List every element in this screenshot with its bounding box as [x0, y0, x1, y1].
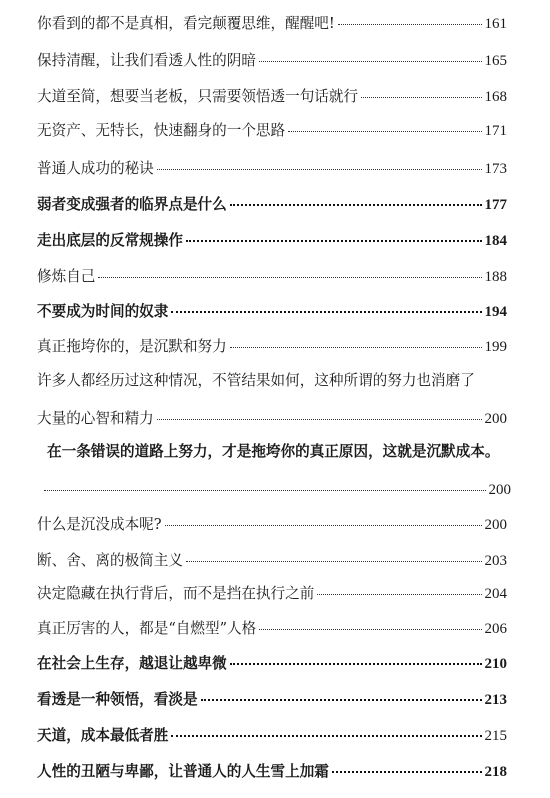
toc-entry[interactable] [37, 337, 507, 357]
dot-leader [44, 490, 486, 491]
dot-leader [317, 594, 481, 595]
toc-title: 弱者变成强者的临界点是什么 [37, 196, 227, 213]
dot-leader [230, 204, 482, 206]
toc-title: 什么是沉没成本呢? [37, 516, 162, 533]
toc-entry[interactable] [37, 159, 507, 179]
toc-title: 你看到的都不是真相，看完颠覆思维，醒醒吧! [37, 15, 335, 32]
toc-entry[interactable] [37, 515, 507, 535]
toc-title: 天道，成本最低者胜 [37, 727, 169, 744]
dot-leader [259, 61, 482, 62]
toc-page-number: 213 [484, 692, 507, 708]
toc-title-line: 许多人都经历过这种情况，不管结果如何，这种所谓的努力也消磨了 [37, 372, 475, 389]
toc-page-number: 200 [484, 411, 507, 427]
dot-leader [186, 561, 482, 562]
toc-page-number: 203 [484, 553, 507, 569]
dot-leader [259, 629, 481, 630]
toc-title-line: 在一条错误的道路上努力，才是拖垮你的真正原因，这就是沉默成本。 [47, 443, 500, 460]
dot-leader [171, 311, 481, 313]
dot-leader [288, 131, 481, 132]
toc-entry[interactable] [37, 551, 507, 571]
toc-page-number: 206 [484, 621, 507, 637]
toc-entry[interactable] [37, 87, 507, 107]
toc-entry[interactable] [37, 121, 507, 141]
dot-leader [332, 771, 482, 773]
toc-page-number: 194 [484, 304, 507, 320]
toc-page-number: 215 [484, 728, 507, 744]
dot-leader [338, 24, 482, 25]
toc-entry[interactable] [37, 14, 507, 34]
toc-page-number: 168 [484, 89, 507, 105]
toc-page-number: 200 [484, 517, 507, 533]
toc-entry[interactable] [37, 267, 507, 287]
toc-title: 决定隐藏在执行背后，而不是挡在执行之前 [37, 585, 315, 602]
toc-title: 普通人成功的秘诀 [37, 160, 154, 177]
toc-title: 大道至简，想要当老板，只需要领悟透一句话就行 [37, 88, 359, 105]
toc-title: 真正拖垮你的，是沉默和努力 [37, 338, 227, 355]
toc-title: 在社会上生存，越退让越卑微 [37, 655, 227, 672]
toc-entry[interactable] [37, 654, 507, 674]
toc-page-number: 200 [488, 482, 511, 498]
dot-leader [157, 169, 482, 170]
toc-title: 保持清醒，让我们看透人性的阴暗 [37, 52, 256, 69]
toc-page-number: 171 [484, 123, 507, 139]
toc-page-number: 177 [484, 197, 507, 213]
toc-page-number: 218 [484, 764, 507, 780]
toc-entry[interactable] [37, 584, 507, 604]
toc-title: 人性的丑陋与卑鄙，让普通人的人生雪上加霜 [37, 763, 329, 780]
toc-page-number: 165 [484, 53, 507, 69]
toc-entry[interactable] [37, 762, 507, 782]
toc-page-number: 199 [484, 339, 507, 355]
toc-title: 不要成为时间的奴隶 [37, 303, 169, 320]
toc-page-number: 184 [484, 233, 507, 249]
toc-entry[interactable] [37, 619, 507, 639]
toc-title: 断、舍、离的极简主义 [37, 552, 183, 569]
toc-title: 大量的心智和精力 [37, 410, 154, 427]
dot-leader [157, 419, 482, 420]
toc-entry[interactable] [37, 726, 507, 746]
toc-page-number: 210 [484, 656, 507, 672]
dot-leader [230, 347, 482, 348]
toc-entry[interactable] [44, 480, 511, 500]
dot-leader [201, 699, 482, 701]
toc-page-number: 204 [484, 586, 507, 602]
toc-entry[interactable] [37, 195, 507, 215]
toc-title: 修炼自己 [37, 268, 96, 285]
dot-leader [171, 735, 481, 737]
dot-leader [98, 277, 481, 278]
toc-title: 走出底层的反常规操作 [37, 232, 183, 249]
toc-page-number: 161 [484, 16, 507, 32]
toc-entry[interactable] [37, 51, 507, 71]
dot-leader [186, 240, 482, 242]
dot-leader [361, 97, 481, 98]
toc-entry[interactable] [37, 302, 507, 322]
dot-leader [165, 525, 482, 526]
toc-title: 无资产、无特长，快速翻身的一个思路 [37, 122, 286, 139]
toc-page-number: 188 [484, 269, 507, 285]
toc-entry[interactable] [37, 409, 507, 429]
toc-title: 真正厉害的人，都是“自燃型”人格 [37, 620, 257, 637]
toc-title: 看透是一种领悟，看淡是 [37, 691, 198, 708]
toc-entry[interactable] [37, 231, 507, 251]
toc-page-number: 173 [484, 161, 507, 177]
dot-leader [230, 663, 482, 665]
toc-entry[interactable] [37, 690, 507, 710]
